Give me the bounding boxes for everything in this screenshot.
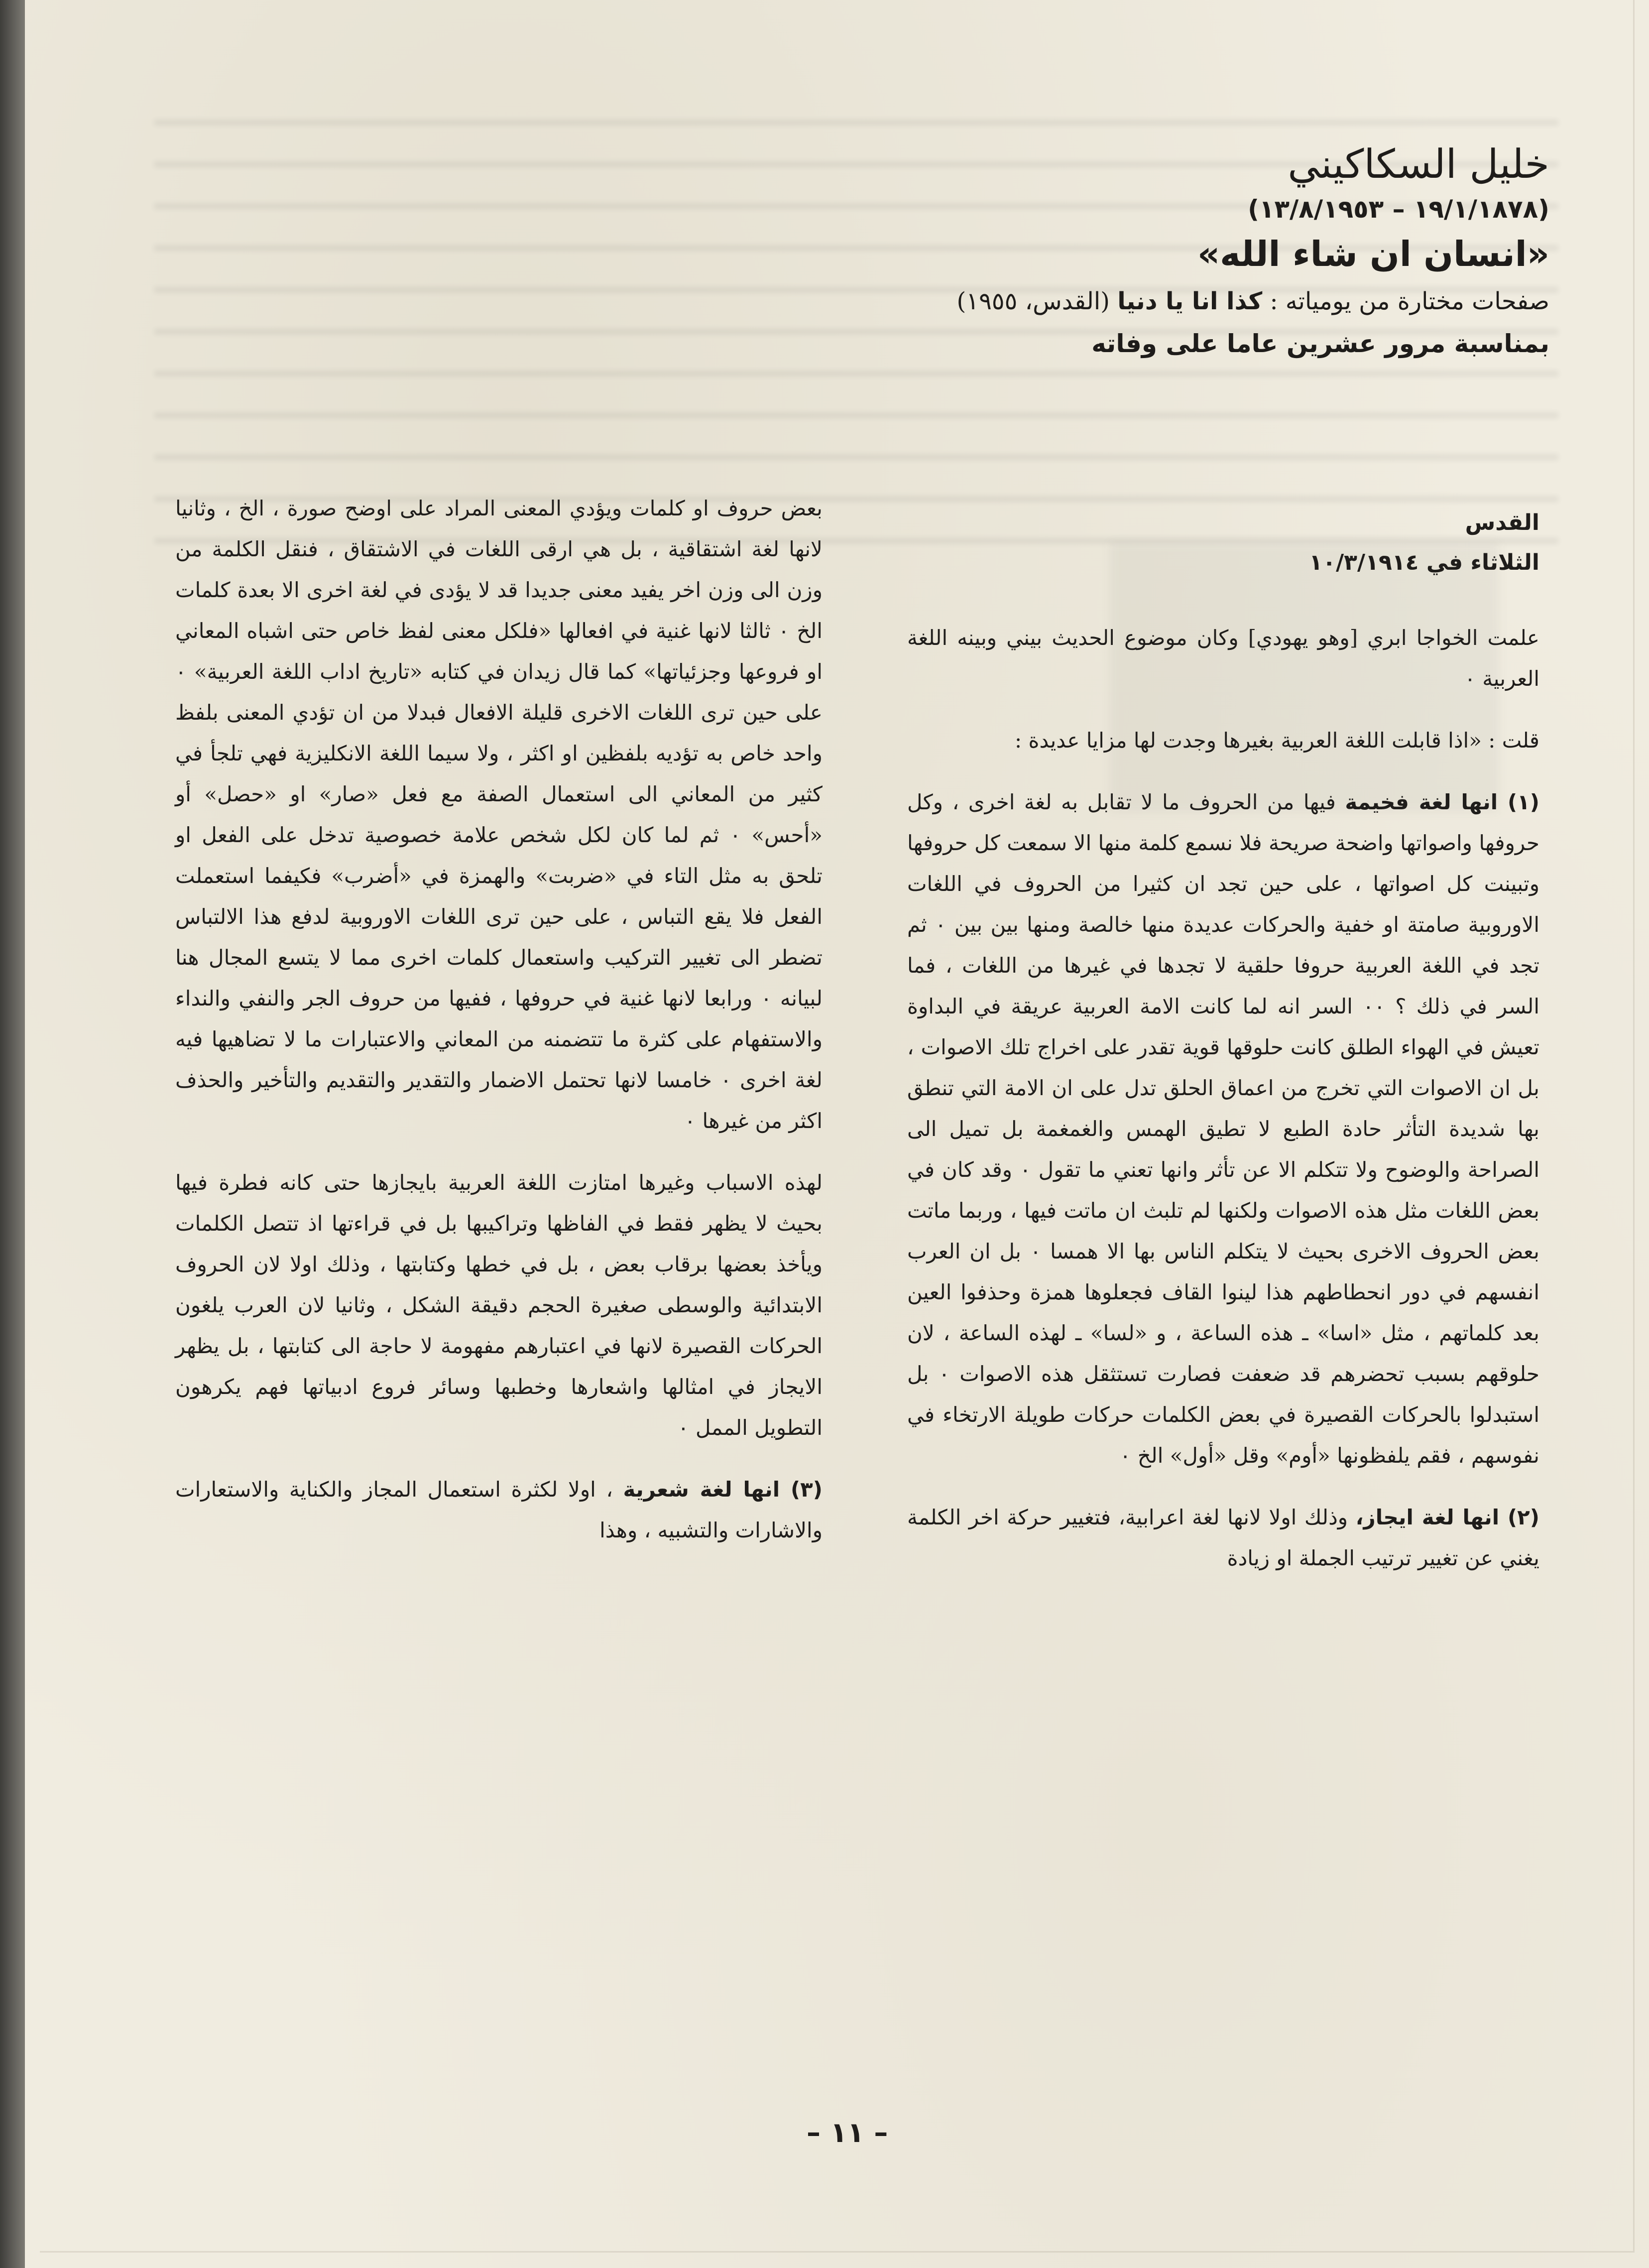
paragraph: لهذه الاسباب وغيرها امتازت اللغة العربية بايجازها حتى كانه فطرة فيها بحيث لا يظهر فقط في الفاظها وتراكيبها بل في قراءتها اذ تتصل الكلمات ويأخذ بعضها برقاب بعض ، بل في خطها وكتابتها ، وذلك اولا لان الحروف الابتدائية والوسطى صغيرة الحجم دقيقة الشكل ، وثانيا لان العرب يلغون الحركات القصيرة لانها في اعتبارهم مفهومة لا حاجة الى كتابتها ، بل يظهر الايجاز في امثالها واشعارها وخطبها وسائر فروع ادبياتها فهم يكرهون التطويل الممل ٠ — [175, 1170, 823, 1440]
paragraph — [907, 1497, 1539, 1579]
subtitle-prefix: صفحات مختارة من يومياته : — [1270, 287, 1549, 315]
paragraph: بعض حروف او كلمات ويؤدي المعنى المراد على اوضح صورة ، الخ ، وثانيا لانها لغة اشتقاقية ، بل هي ارقى اللغات في الاشتقاق ، فنقل الكلمة من وزن الى وزن اخر يفيد معنى جديدا قد لا يؤدى في لغة اخرى الا بعدة كلمات الخ ٠ ثالثا لانها غنية في افعالها «فلكل معنى لفظ خاص حتى اشباه المعاني او فروعها وجزئياتها» كما قال زيدان في كتابه «تاريخ اداب اللغة العربية» ٠ على حين ترى اللغات الاخرى قليلة الافعال فبدلا من ان تؤدي المعنى بلفظ واحد خاص به تؤديه بلفظين او اكثر ، ولا سيما اللغة الانكليزية فهي تلجأ في كثير من المعاني الى استعمال الصفة مع فعل «صار» او «حصل» أو «أحس» ٠ ثم لما كان لكل شخص علامة خصوصية تدخل على الفعل او تلحق به مثل التاء في «ضربت» والهمزة في «أضرب» فكيفما استعملت الفعل فلا يقع التباس ، على حين ترى اللغات الاوروبية لدفع هذا الالتباس تضطر الى تغيير التركيب واستعمال كلمات اخرى مما لا يتسع المجال هنا لبيانه ٠ ورابعا لانها غنية في حروفها ، ففيها من حروف الجر والنفي والنداء والاستفهام على كثرة ما تتضمنه من المعاني والاعتبارات ما لا تضاهيها فيه لغة اخرى ٠ خامسا لانها تحتمل الاضمار والتقدير والتقديم والتأخير والحذف اكثر من غيرها ٠ — [175, 496, 823, 1133]
paragraph — [175, 1469, 823, 1551]
text-column-left — [175, 488, 823, 1551]
point-heading: (٢) انها لغة ايجاز، — [1355, 1505, 1539, 1529]
subtitle-publication: (القدس، ١٩٥٥) — [956, 287, 1110, 315]
point-text: فيها من الحروف ما لا تقابل به لغة اخرى ، وكل حروفها واصواتها واضحة صريحة فلا نسمع كلمة منها الا سمعت كل حروفها وتبينت كل اصواتها ، على حين تجد ان كثيرا من الحروف في اللغات الاوروبية صامتة او خفية والحركات عديدة منها خالصة ومنها بين بين ٠ ثم تجد في اللغة العربية حروفا حلقية لا تجدها في غيرها من اللغات ، فما السر في ذلك ؟ ٠٠ السر انه لما كانت الامة العربية عريقة في البداوة تعيش في الهواء الطلق كانت حلوقها قوية تقدر على اخراج تلك الاصوات ، بل ان الاصوات التي تخرج من اعماق الحلق تدل على ان الامة التي تنطق بها شديدة التأثر حادة الطبع لا تطيق الهمس والغمغمة بل تميل الى الصراحة والوضوح ولا تتكلم الا عن تأثر وانها تعني ما تقول ٠ وقد كان في بعض اللغات مثل هذه الاصوات ولكنها لم تلبث ان ماتت فيها ، وربما ماتت بعض الحروف الاخرى بحيث لا يتكلم الناس بها الا همسا ٠ بل ان العرب انفسهم في دور انحطاطهم هذا لينوا القاف فجعلوها همزة وحذفوا العين بعد كلماتهم ، مثل «اسا» ـ هذه الساعة ، و «لسا» ـ لهذه الساعة ، لان حلوقهم بسبب تحضرهم قد ضعفت فصارت تستثقل هذه الاصوات ٠ بل استبدلوا بالحركات القصيرة في بعض الكلمات حركات طويلة الارتخاء في نفوسهم ، فقم يلفظونها «أوم» وقل «أول» الخ ٠ — [907, 790, 1539, 1468]
author-dates: (١٩/١/١٨٧٨ – ١٣/٨/١٩٥٣) — [1248, 195, 1549, 224]
article-header — [106, 139, 1549, 364]
article-occasion: بمناسبة مرور عشرين عاما على وفاته — [1091, 329, 1549, 358]
point-heading: (١) انها لغة فخيمة — [1345, 790, 1539, 814]
diary-place: القدس — [1465, 510, 1539, 535]
paragraph — [907, 782, 1539, 1476]
author-name: خليل السكاكيني — [1288, 141, 1549, 187]
diary-date: الثلاثاء في ١٠/٣/١٩١٤ — [1309, 550, 1539, 575]
point-text: وذلك اولا لانها لغة اعرابية، فتغيير حركة اخر الكلمة يغني عن تغيير ترتيب الجملة او زيادة — [907, 1505, 1539, 1570]
point-heading: (٣) انها لغة شعرية — [623, 1477, 823, 1502]
subtitle-book-title: كذا انا يا دنيا — [1117, 287, 1263, 315]
point-text: ، اولا لكثرة استعمال المجاز والكناية والاستعارات والاشارات والتشبيه ، وهذا — [175, 1477, 823, 1542]
article-title: «انسان ان شاء الله» — [1197, 234, 1549, 274]
paragraph: علمت الخواجا ابري [وهو يهودي] وكان موضوع الحديث بيني وبينه اللغة العربية ٠ — [907, 626, 1539, 691]
paragraph: قلت : «اذا قابلت اللغة العربية بغيرها وجدت لها مزايا عديدة : — [1015, 728, 1539, 753]
text-column-right — [907, 503, 1539, 1579]
page-number: – ١١ – — [807, 2117, 888, 2149]
article-subtitle — [106, 279, 1549, 324]
